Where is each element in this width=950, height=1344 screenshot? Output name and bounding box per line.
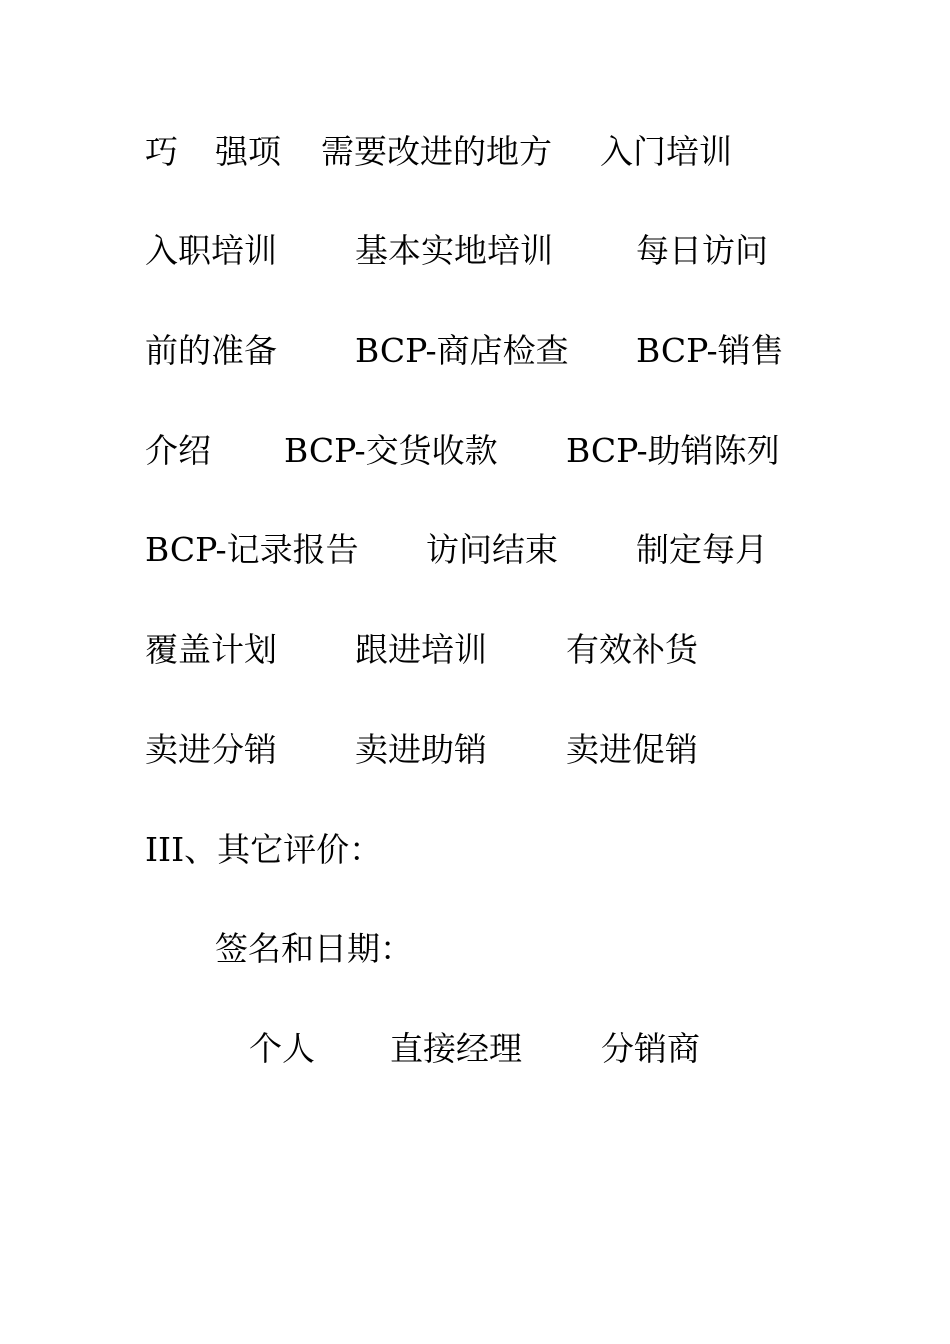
text-segment: 前的准备 <box>145 331 277 370</box>
section-heading <box>0 830 950 870</box>
text-segment: 巧 <box>145 132 178 171</box>
text-segment: 访问结束 <box>426 530 558 569</box>
text-segment: 覆盖计划 <box>145 630 277 669</box>
text-segment: BCP-助销陈列 <box>566 431 780 470</box>
text-segment: 入门培训 <box>600 132 732 171</box>
text-line-5 <box>0 530 950 570</box>
signatory-distributor: 分销商 <box>601 1029 700 1068</box>
section-heading-text: III、其它评价： <box>145 830 383 869</box>
text-segment: 卖进促销 <box>566 730 698 769</box>
text-segment: 跟进培训 <box>355 630 487 669</box>
text-line-2 <box>0 231 950 271</box>
signatories-row <box>0 1029 950 1069</box>
text-segment: 有效补货 <box>566 630 698 669</box>
text-line-3 <box>0 331 950 371</box>
text-segment: BCP-记录报告 <box>145 530 359 569</box>
signatory-individual: 个人 <box>249 1029 315 1068</box>
text-segment: 卖进助销 <box>355 730 487 769</box>
text-segment: BCP-商店检查 <box>355 331 569 370</box>
text-segment: 需要改进的地方 <box>321 132 552 171</box>
text-line-1 <box>0 132 950 172</box>
text-segment: 介绍 <box>145 431 211 470</box>
text-segment: 每日访问 <box>636 231 768 270</box>
text-line-4 <box>0 431 950 471</box>
signature-label-text: 签名和日期： <box>215 929 413 968</box>
text-segment: 强项 <box>215 132 281 171</box>
text-segment: BCP-交货收款 <box>284 431 498 470</box>
text-segment: 卖进分销 <box>145 730 277 769</box>
text-line-6 <box>0 630 950 670</box>
signatory-direct-manager: 直接经理 <box>390 1029 522 1068</box>
text-segment: BCP-销售 <box>636 331 784 370</box>
signature-label <box>0 929 950 969</box>
text-segment: 基本实地培训 <box>355 231 553 270</box>
text-segment: 入职培训 <box>145 231 277 270</box>
text-line-7 <box>0 730 950 770</box>
text-segment: 制定每月 <box>636 530 768 569</box>
